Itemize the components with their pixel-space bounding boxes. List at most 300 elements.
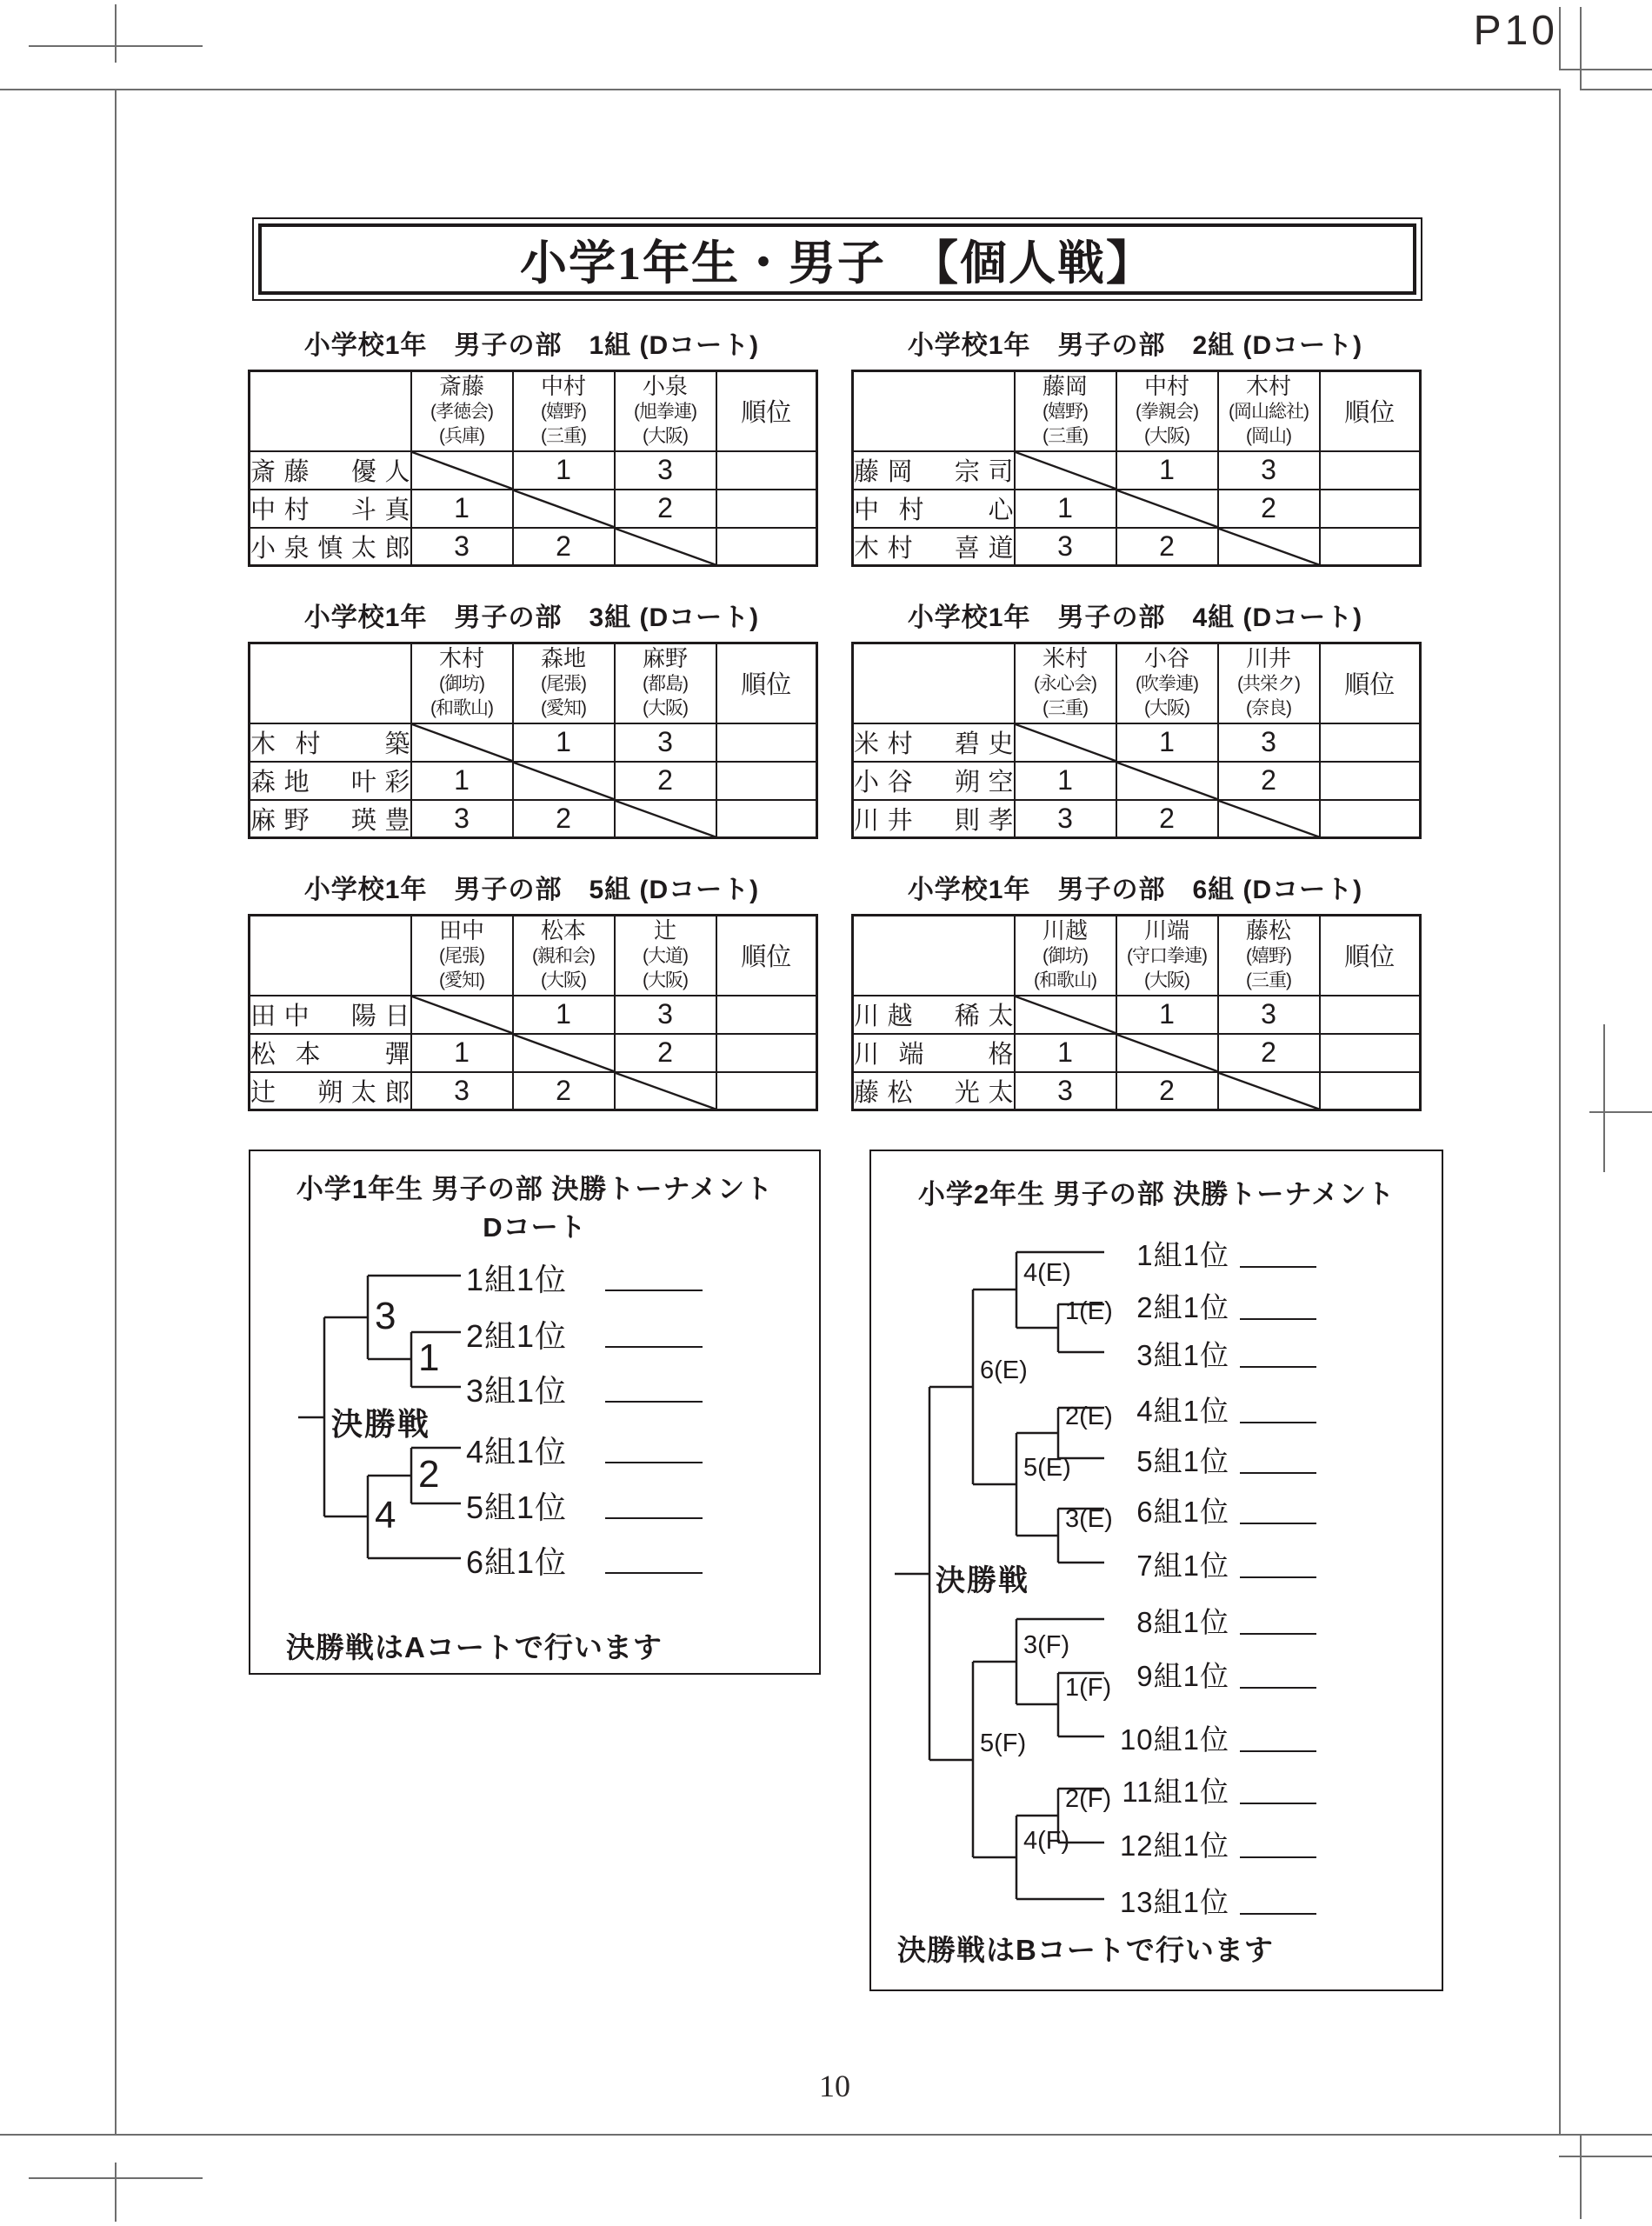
opponent-name: 川端 <box>1143 917 1189 944</box>
opponent-name: 川井 <box>1245 645 1291 672</box>
bracket-grade2-final <box>869 1150 1443 1991</box>
match-number-label: 4(E) <box>1023 1259 1071 1287</box>
rank-cell <box>1320 1072 1421 1110</box>
opponent-name: 小泉 <box>642 373 688 400</box>
self-match-cell <box>411 996 513 1034</box>
rank-cell <box>716 490 817 528</box>
self-match-cell <box>1116 1034 1218 1072</box>
crop-mark <box>1559 2156 1652 2157</box>
player-row <box>250 528 817 566</box>
player-name: 小泉慎太郎 <box>250 528 411 566</box>
page-number: 10 <box>819 2069 850 2103</box>
result-cell: 1 <box>1116 723 1218 762</box>
match-number-label: 1(E) <box>1065 1297 1113 1325</box>
player-name: 辻 朔太郎 <box>250 1072 411 1110</box>
opponent-prefecture: (三重) <box>541 426 586 447</box>
bracket-entry-label: 13組1位 <box>1119 1886 1229 1918</box>
corner-cell <box>853 916 1015 996</box>
player-row <box>853 723 1421 762</box>
main-title-inner-border <box>258 223 1416 295</box>
player-name: 斎藤 優人 <box>250 451 411 490</box>
diagonal-line <box>1016 452 1116 489</box>
player-name: 中村 心 <box>853 490 1015 528</box>
bracket-entry-label: 1組1位 <box>466 1262 568 1297</box>
opponent-header <box>411 643 513 723</box>
opponent-club: (嬉野) <box>1042 402 1088 423</box>
table-header-row <box>250 643 817 723</box>
match-number-label: 3 <box>375 1295 396 1337</box>
opponent-header <box>615 371 716 451</box>
opponent-prefecture: (大阪) <box>1144 970 1189 991</box>
opponent-name: 中村 <box>540 373 586 400</box>
page-title: 小学1年生・男子 【個人戦】 <box>520 237 1155 290</box>
group-heading: 小学校1年 男子の部 6組 (Dコート) <box>907 876 1363 904</box>
result-cell: 3 <box>1218 996 1320 1034</box>
self-match-cell <box>615 1072 716 1110</box>
rank-cell <box>716 723 817 762</box>
group-heading: 小学校1年 男子の部 4組 (Dコート) <box>907 603 1363 632</box>
opponent-name: 川越 <box>1042 917 1088 944</box>
name-blank-line <box>605 1517 703 1519</box>
group-section <box>851 596 1419 839</box>
opponent-name: 田中 <box>438 917 484 944</box>
opponent-prefecture: (大阪) <box>541 970 586 991</box>
diagonal-line <box>1117 490 1217 527</box>
diagonal-line <box>1016 996 1116 1033</box>
name-blank-line <box>1240 1523 1316 1524</box>
table-header-row <box>250 916 817 996</box>
rank-cell <box>1320 528 1421 566</box>
match-number-label: 2(F) <box>1065 1785 1112 1813</box>
opponent-header <box>1116 371 1218 451</box>
result-cell: 3 <box>615 723 716 762</box>
opponent-club: (孝徳会) <box>430 402 493 423</box>
name-blank-line <box>1240 1803 1316 1804</box>
opponent-prefecture: (大阪) <box>643 698 688 719</box>
opponent-club: (岡山総社) <box>1229 402 1309 423</box>
round-robin-table <box>248 370 818 567</box>
result-cell: 2 <box>1218 490 1320 528</box>
result-cell: 3 <box>1015 800 1116 838</box>
group-section <box>248 868 816 1111</box>
opponent-prefecture: (兵庫) <box>439 426 484 447</box>
name-blank-line <box>605 1401 703 1403</box>
player-row <box>250 762 817 800</box>
opponent-club: (永心会) <box>1034 674 1096 695</box>
opponent-name: 斎藤 <box>438 373 484 400</box>
match-number-label: 2 <box>418 1453 440 1496</box>
opponent-club: (旭拳連) <box>634 402 696 423</box>
rank-cell <box>716 1034 817 1072</box>
opponent-header <box>513 916 615 996</box>
bracket-entry-label: 1組1位 <box>1136 1239 1229 1271</box>
opponent-prefecture: (和歌山) <box>430 698 493 719</box>
opponent-header <box>1015 916 1116 996</box>
self-match-cell <box>411 451 513 490</box>
bracket-grade1-final <box>249 1150 821 1675</box>
result-cell: 1 <box>411 1034 513 1072</box>
result-cell: 3 <box>411 528 513 566</box>
player-row <box>250 1034 817 1072</box>
result-cell: 3 <box>411 1072 513 1110</box>
player-name: 川井 則孝 <box>853 800 1015 838</box>
bracket-entry-label: 5組1位 <box>466 1490 568 1525</box>
rank-header: 順位 <box>716 371 817 451</box>
diagonal-line <box>514 1035 614 1071</box>
opponent-header <box>1218 371 1320 451</box>
bracket-entry-label: 7組1位 <box>1136 1550 1229 1582</box>
crop-mark <box>115 2163 117 2222</box>
bracket-title-line2: Dコート <box>483 1212 587 1243</box>
result-cell: 2 <box>1116 1072 1218 1110</box>
name-blank-line <box>1240 1422 1316 1423</box>
result-cell: 1 <box>513 996 615 1034</box>
player-row <box>853 1072 1421 1110</box>
player-row <box>250 451 817 490</box>
crop-mark <box>115 4 117 63</box>
self-match-cell <box>513 490 615 528</box>
diagonal-line <box>616 801 716 837</box>
result-cell: 2 <box>1116 528 1218 566</box>
group-section <box>248 596 816 839</box>
frame-rule-top <box>0 89 1560 90</box>
result-cell: 1 <box>1116 451 1218 490</box>
self-match-cell <box>1116 490 1218 528</box>
opponent-club: (親和会) <box>532 946 595 967</box>
opponent-prefecture: (愛知) <box>541 698 586 719</box>
player-row <box>853 528 1421 566</box>
name-blank-line <box>1240 1366 1316 1368</box>
self-match-cell <box>615 800 716 838</box>
rank-header: 順位 <box>716 916 817 996</box>
result-cell: 3 <box>1218 451 1320 490</box>
opponent-header <box>615 916 716 996</box>
crop-mark <box>1559 69 1652 70</box>
frame-rule-bottom <box>0 2134 1652 2136</box>
player-row <box>853 800 1421 838</box>
self-match-cell <box>1015 451 1116 490</box>
crop-mark <box>1580 2134 1582 2219</box>
diagonal-line <box>616 529 716 565</box>
corner-cell <box>250 916 411 996</box>
crop-mark <box>1603 1024 1605 1172</box>
player-name: 中村 斗真 <box>250 490 411 528</box>
self-match-cell <box>1015 996 1116 1034</box>
player-name: 田中 陽日 <box>250 996 411 1034</box>
player-row <box>853 451 1421 490</box>
name-blank-line <box>605 1290 703 1291</box>
result-cell: 1 <box>513 451 615 490</box>
rank-cell <box>1320 490 1421 528</box>
rank-cell <box>716 800 817 838</box>
player-name: 木村 喜道 <box>853 528 1015 566</box>
opponent-prefecture: (奈良) <box>1246 698 1291 719</box>
rank-cell <box>1320 800 1421 838</box>
match-number-label: 3(E) <box>1065 1505 1113 1533</box>
player-name: 木村 築 <box>250 723 411 762</box>
bracket-entry-label: 12組1位 <box>1119 1829 1229 1862</box>
diagonal-line <box>1219 1073 1319 1110</box>
name-blank-line <box>605 1462 703 1463</box>
opponent-prefecture: (三重) <box>1042 426 1088 447</box>
name-blank-line <box>1240 1750 1316 1752</box>
diagonal-line <box>1016 724 1116 761</box>
bracket-entry-label: 3組1位 <box>466 1373 568 1409</box>
round-robin-table <box>248 642 818 839</box>
diagonal-line <box>1219 529 1319 565</box>
bracket-entry-label: 3組1位 <box>1136 1339 1229 1371</box>
result-cell: 3 <box>615 996 716 1034</box>
self-match-cell <box>615 528 716 566</box>
player-row <box>250 1072 817 1110</box>
result-cell: 2 <box>615 762 716 800</box>
corner-cell <box>853 371 1015 451</box>
result-cell: 2 <box>1116 800 1218 838</box>
opponent-club: (拳親会) <box>1136 402 1198 423</box>
player-row <box>250 723 817 762</box>
frame-rule-left <box>115 89 117 2135</box>
opponent-name: 松本 <box>540 917 586 944</box>
player-row <box>250 996 817 1034</box>
name-blank-line <box>1240 1633 1316 1635</box>
opponent-header <box>513 643 615 723</box>
self-match-cell <box>1218 1072 1320 1110</box>
player-row <box>250 490 817 528</box>
result-cell: 3 <box>1015 528 1116 566</box>
result-cell: 2 <box>615 490 716 528</box>
name-blank-line <box>605 1572 703 1574</box>
bracket-entry-label: 4組1位 <box>1136 1395 1229 1427</box>
diagonal-line <box>514 490 614 527</box>
rank-cell <box>1320 451 1421 490</box>
player-name: 麻野 瑛豊 <box>250 800 411 838</box>
diagonal-line <box>514 763 614 799</box>
opponent-club: (嬉野) <box>1246 946 1291 967</box>
bracket-entry-label: 4組1位 <box>466 1434 568 1470</box>
result-cell: 2 <box>513 528 615 566</box>
diagonal-line <box>412 724 512 761</box>
crop-mark <box>1589 1111 1652 1113</box>
bracket-note: 決勝戦はAコートで行います <box>286 1631 663 1663</box>
diagonal-line <box>1117 763 1217 799</box>
match-number-label: 5(E) <box>1023 1454 1071 1482</box>
result-cell: 2 <box>513 1072 615 1110</box>
rank-cell <box>716 996 817 1034</box>
name-blank-line <box>1240 1913 1316 1915</box>
result-cell: 1 <box>1015 1034 1116 1072</box>
frame-rule-right <box>1559 89 1561 2135</box>
bracket-entry-label: 5組1位 <box>1136 1445 1229 1477</box>
player-name: 松本 彈 <box>250 1034 411 1072</box>
player-row <box>853 490 1421 528</box>
player-name: 森地 叶彩 <box>250 762 411 800</box>
bracket-entry-label: 8組1位 <box>1136 1606 1229 1638</box>
crop-mark <box>1559 7 1561 70</box>
player-name: 藤松 光太 <box>853 1072 1015 1110</box>
opponent-name: 麻野 <box>642 645 688 672</box>
opponent-prefecture: (三重) <box>1042 698 1088 719</box>
rank-header: 順位 <box>716 643 817 723</box>
opponent-header <box>1015 371 1116 451</box>
opponent-header <box>1015 643 1116 723</box>
opponent-club: (御坊) <box>1042 946 1088 967</box>
opponent-name: 木村 <box>1245 373 1291 400</box>
rank-header: 順位 <box>1320 371 1421 451</box>
self-match-cell <box>513 1034 615 1072</box>
self-match-cell <box>1218 528 1320 566</box>
player-name: 米村 碧史 <box>853 723 1015 762</box>
bracket-entry-label: 2組1位 <box>1136 1291 1229 1323</box>
opponent-club: (共栄ク) <box>1237 674 1300 695</box>
corner-page-label: P10 <box>1473 8 1558 54</box>
match-number-label: 1 <box>418 1336 440 1379</box>
name-blank-line <box>1240 1687 1316 1689</box>
final-match-label: 決勝戦 <box>936 1564 1029 1597</box>
opponent-prefecture: (愛知) <box>439 970 484 991</box>
match-number-label: 1(F) <box>1065 1674 1112 1702</box>
self-match-cell <box>411 723 513 762</box>
opponent-prefecture: (大阪) <box>1144 698 1189 719</box>
opponent-prefecture: (大阪) <box>643 970 688 991</box>
match-number-label: 5(F) <box>980 1729 1027 1757</box>
rank-cell <box>716 762 817 800</box>
rank-cell <box>716 451 817 490</box>
table-header-row <box>853 371 1421 451</box>
match-number-label: 3(F) <box>1023 1631 1070 1659</box>
bracket-entry-label: 11組1位 <box>1122 1776 1229 1808</box>
diagonal-line <box>412 996 512 1033</box>
rank-header: 順位 <box>1320 643 1421 723</box>
opponent-header <box>1218 916 1320 996</box>
table-header-row <box>853 916 1421 996</box>
final-match-label: 決勝戦 <box>331 1406 431 1442</box>
opponent-club: (都島) <box>643 674 688 695</box>
group-section <box>851 323 1419 567</box>
opponent-name: 米村 <box>1042 645 1088 672</box>
opponent-prefecture: (和歌山) <box>1034 970 1096 991</box>
rank-cell <box>1320 996 1421 1034</box>
opponent-name: 木村 <box>438 645 484 672</box>
match-number-label: 4(F) <box>1023 1827 1070 1855</box>
round-robin-table <box>851 370 1422 567</box>
corner-cell <box>250 643 411 723</box>
opponent-name: 中村 <box>1143 373 1189 400</box>
name-blank-line <box>605 1346 703 1348</box>
player-row <box>853 762 1421 800</box>
self-match-cell <box>1218 800 1320 838</box>
opponent-header <box>615 643 716 723</box>
crop-mark <box>1580 89 1652 90</box>
rank-cell <box>716 1072 817 1110</box>
player-row <box>250 800 817 838</box>
opponent-club: (尾張) <box>541 674 586 695</box>
name-blank-line <box>1240 1266 1316 1268</box>
player-row <box>853 1034 1421 1072</box>
group-heading: 小学校1年 男子の部 3組 (Dコート) <box>303 603 760 632</box>
group-heading: 小学校1年 男子の部 1組 (Dコート) <box>303 331 760 360</box>
opponent-club: (吹拳連) <box>1136 674 1198 695</box>
rank-cell <box>1320 723 1421 762</box>
diagonal-line <box>1117 1035 1217 1071</box>
round-robin-table <box>851 914 1422 1111</box>
bracket-title-line1: 小学1年生 男子の部 決勝トーナメント <box>296 1174 774 1204</box>
opponent-header <box>411 916 513 996</box>
bracket-entry-label: 6組1位 <box>466 1544 568 1580</box>
result-cell: 1 <box>1116 996 1218 1034</box>
player-name: 川端 格 <box>853 1034 1015 1072</box>
result-cell: 2 <box>1218 762 1320 800</box>
opponent-header <box>411 371 513 451</box>
opponent-header <box>1116 916 1218 996</box>
group-section <box>248 323 816 567</box>
round-robin-table <box>851 642 1422 839</box>
result-cell: 3 <box>1218 723 1320 762</box>
opponent-prefecture: (大阪) <box>1144 426 1189 447</box>
table-header-row <box>250 371 817 451</box>
opponent-header <box>513 371 615 451</box>
match-number-label: 4 <box>375 1494 396 1536</box>
bracket-title: 小学2年生 男子の部 決勝トーナメント <box>917 1179 1396 1210</box>
bracket-entry-label: 10組1位 <box>1119 1723 1229 1756</box>
match-number-label: 6(E) <box>980 1356 1028 1384</box>
player-name: 川越 稀太 <box>853 996 1015 1034</box>
bracket-entry-label: 2組1位 <box>466 1318 568 1354</box>
result-cell: 3 <box>615 451 716 490</box>
player-name: 小谷 朔空 <box>853 762 1015 800</box>
bracket-entry-label: 9組1位 <box>1136 1660 1229 1692</box>
result-cell: 1 <box>513 723 615 762</box>
self-match-cell <box>1015 723 1116 762</box>
diagonal-line <box>616 1073 716 1110</box>
opponent-club: (御坊) <box>439 674 484 695</box>
opponent-prefecture: (岡山) <box>1246 426 1291 447</box>
opponent-club: (守口拳連) <box>1127 946 1207 967</box>
name-blank-line <box>1240 1856 1316 1858</box>
self-match-cell <box>1116 762 1218 800</box>
result-cell: 1 <box>1015 490 1116 528</box>
opponent-name: 辻 <box>653 917 676 944</box>
match-number-label: 2(E) <box>1065 1403 1113 1430</box>
name-blank-line <box>1240 1318 1316 1320</box>
result-cell: 2 <box>615 1034 716 1072</box>
rank-header: 順位 <box>1320 916 1421 996</box>
opponent-prefecture: (大阪) <box>643 426 688 447</box>
rank-cell <box>1320 762 1421 800</box>
self-match-cell <box>513 762 615 800</box>
round-robin-table <box>248 914 818 1111</box>
group-heading: 小学校1年 男子の部 2組 (Dコート) <box>907 331 1363 360</box>
diagonal-line <box>412 452 512 489</box>
opponent-club: (尾張) <box>439 946 484 967</box>
result-cell: 1 <box>411 762 513 800</box>
group-tables-grid <box>248 323 1422 1111</box>
corner-cell <box>853 643 1015 723</box>
player-row <box>853 996 1421 1034</box>
diagonal-line <box>1219 801 1319 837</box>
main-title-box <box>252 217 1422 301</box>
corner-cell <box>250 371 411 451</box>
opponent-name: 小谷 <box>1143 645 1189 672</box>
group-section <box>851 868 1419 1111</box>
result-cell: 2 <box>513 800 615 838</box>
opponent-name: 森地 <box>540 645 586 672</box>
opponent-name: 藤岡 <box>1042 373 1088 400</box>
bracket-entry-label: 6組1位 <box>1136 1496 1229 1528</box>
result-cell: 1 <box>1015 762 1116 800</box>
opponent-club: (嬉野) <box>541 402 586 423</box>
rank-cell <box>1320 1034 1421 1072</box>
opponent-prefecture: (三重) <box>1246 970 1291 991</box>
